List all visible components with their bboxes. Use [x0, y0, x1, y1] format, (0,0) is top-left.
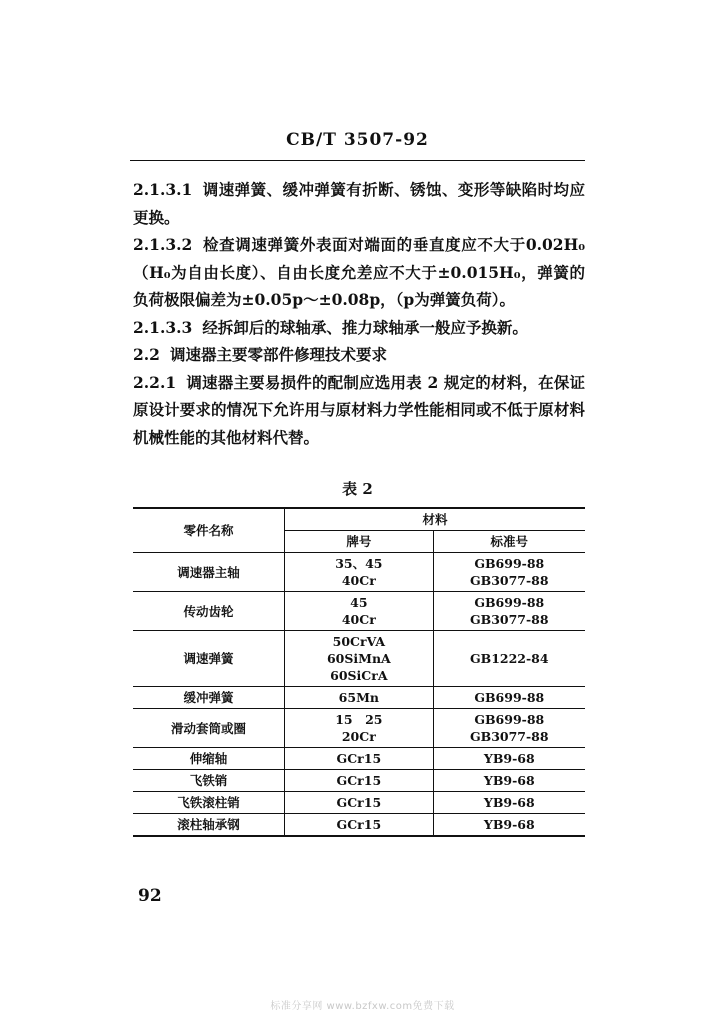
standard-value: GB699-88 [474, 690, 545, 705]
header-divider [130, 160, 585, 161]
grade-cell [285, 687, 433, 709]
paragraph-text: 调速器主要零部件修理技术要求 [169, 345, 387, 364]
grade-value: 35、45 [335, 556, 383, 571]
grade-cell [285, 770, 433, 792]
part-name-cell: 调速弹簧 [133, 631, 285, 687]
part-name-cell: 伸缩轴 [133, 748, 285, 770]
grade-value: 65Mn [338, 690, 379, 705]
grade-cell [285, 553, 433, 592]
grade-value: 40Cr [341, 573, 376, 588]
grade-cell [285, 709, 433, 748]
page-number: 92 [138, 886, 162, 906]
standard-value: GB699-88 [474, 595, 545, 610]
grade-value: 20Cr [341, 729, 376, 744]
grade-value: 15 25 [335, 712, 383, 727]
section-number: 2.2 [133, 345, 160, 364]
standard-cell [433, 592, 585, 631]
part-name-cell: 传动齿轮 [133, 592, 285, 631]
table-row [133, 814, 585, 837]
table-row [133, 770, 585, 792]
standard-value: GB3077-88 [469, 573, 549, 588]
paragraph-text: 经拆卸后的球轴承、推力球轴承一般应予换新。 [202, 317, 528, 337]
section-number: 2.1.3.1 [133, 180, 193, 199]
table-row [133, 631, 585, 687]
table-row [133, 748, 585, 770]
grade-value: 60SiCrA [330, 668, 388, 683]
materials-table [133, 507, 585, 837]
watermark: 标准分享网 www.bzfxw.com免费下载 [270, 1001, 455, 1012]
paragraph [133, 314, 585, 342]
table-row [133, 592, 585, 631]
table-row [133, 792, 585, 814]
standard-cell [433, 553, 585, 592]
part-name-cell: 滚柱轴承钢 [133, 814, 285, 837]
grade-value: 50CrVA [332, 634, 386, 649]
grade-cell [285, 748, 433, 770]
part-name-cell: 缓冲弹簧 [133, 687, 285, 709]
paragraph-text: 调速器主要易损件的配制应选用表 2 规定的材料，在保证原设计要求的情况下允许用与原材料力学性能相同或不低于原材料机械性能的其他材料代替。 [133, 372, 585, 447]
header-standard: 标准号 [433, 531, 585, 553]
header-grade: 牌号 [285, 531, 433, 553]
grade-value: GCr15 [336, 795, 382, 810]
header-material: 材料 [285, 508, 585, 531]
grade-value: 45 [350, 595, 368, 610]
header-part-name: 零件名称 [133, 508, 285, 553]
standard-cell [433, 792, 585, 814]
grade-value: GCr15 [336, 817, 382, 832]
grade-cell [285, 792, 433, 814]
standard-value: YB9-68 [483, 751, 535, 766]
body-text [133, 176, 585, 451]
section-number: 2.1.3.2 [133, 235, 193, 254]
grade-value: GCr15 [336, 751, 382, 766]
grade-value: GCr15 [336, 773, 382, 788]
standard-cell [433, 814, 585, 837]
standard-cell [433, 631, 585, 687]
standard-value: GB3077-88 [469, 612, 549, 627]
standard-cell [433, 748, 585, 770]
page-header: CB/T 3507-92 [286, 130, 429, 150]
standard-value: GB3077-88 [469, 729, 549, 744]
table-body [133, 553, 585, 837]
standard-cell [433, 687, 585, 709]
part-name-cell: 调速器主轴 [133, 553, 285, 592]
part-name-cell: 飞铁滚柱销 [133, 792, 285, 814]
grade-value: 60SiMnA [326, 651, 391, 666]
standard-value: YB9-68 [483, 773, 535, 788]
table-caption: 表 2 [342, 480, 373, 498]
part-name-cell: 滑动套筒或圈 [133, 709, 285, 748]
standard-value: YB9-68 [483, 817, 535, 832]
part-name-cell: 飞铁销 [133, 770, 285, 792]
grade-value: 40Cr [341, 612, 376, 627]
standard-value: YB9-68 [483, 795, 535, 810]
standard-value: GB699-88 [474, 712, 545, 727]
table-row [133, 553, 585, 592]
grade-cell [285, 631, 433, 687]
standard-value: GB699-88 [474, 556, 545, 571]
grade-cell [285, 592, 433, 631]
section-number: 2.1.3.3 [133, 317, 193, 337]
paragraph-text: 检查调速弹簧外表面对端面的垂直度应不大于0.02H₀（H₀为自由长度）、自由长度允差应不大于±0.015H₀，弹簧的负荷极限偏差为±0.05p～±0.08p，（p为弹簧负荷）。 [133, 235, 585, 309]
paragraph [133, 176, 585, 231]
standard-cell [433, 770, 585, 792]
paragraph [133, 231, 585, 314]
table-row [133, 687, 585, 709]
table-row [133, 709, 585, 748]
paragraph-text: 调速弹簧、缓冲弹簧有折断、锈蚀、变形等缺陷时均应更换。 [133, 180, 585, 227]
section-number: 2.2.1 [133, 372, 177, 392]
paragraph [133, 369, 585, 452]
standard-value: GB1222-84 [469, 651, 549, 666]
standard-cell [433, 709, 585, 748]
paragraph [133, 341, 585, 369]
grade-cell [285, 814, 433, 837]
